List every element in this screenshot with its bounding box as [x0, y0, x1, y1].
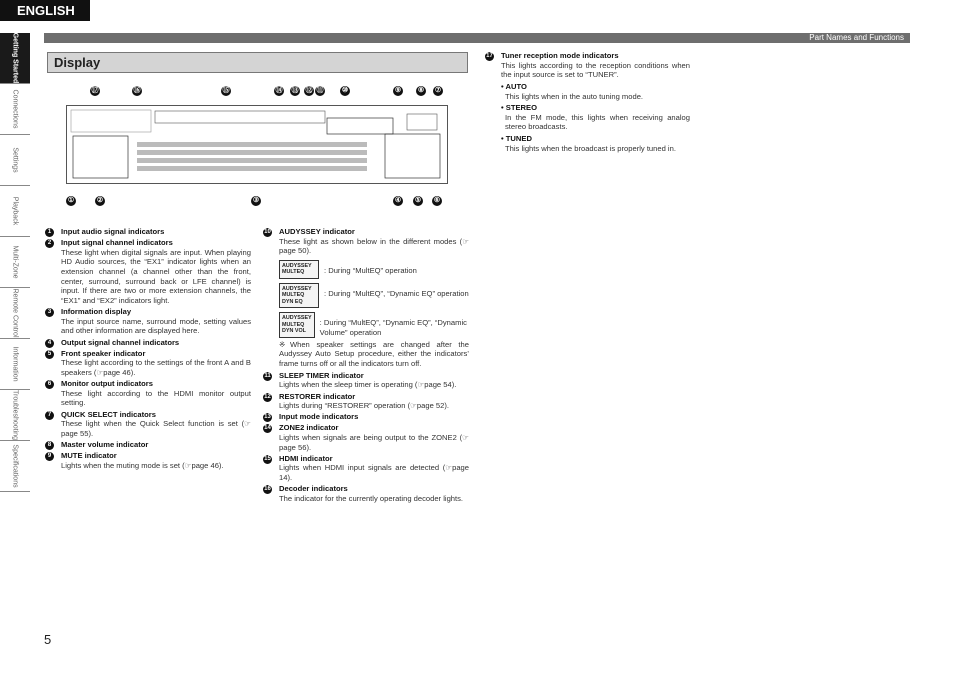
right-column: 17 Tuner reception mode indicators This lights according to the reception conditions when the input source is set to “TUNER”. • AUTO This lights when in the auto tuning mode. • STEREO In the FM mode, this lights when receiving analog stereo broadcasts. • TUNED This lights when the broadcast is properly tuned in.: [486, 51, 690, 153]
item-2: 2 Input signal channel indicators These light when digital signals are input. When playing HD Audio sources, the “EX1” indicator lights when an extension channel (a channel other than the front, center, surround, surround back or LFE channel) is input. If there are two or more extension channels, the “EX1” and “EX2” indicators light.: [45, 238, 251, 305]
item-16: 16 Decoder indicators The indicator for the currently operating decoder lights.: [264, 484, 464, 503]
tab-remote-control[interactable]: Remote Control: [0, 288, 30, 339]
callout-12: ⑫: [305, 87, 313, 94]
tab-connections[interactable]: Connections: [0, 84, 30, 135]
tab-multi-zone[interactable]: Multi-Zone: [0, 237, 30, 288]
page-number: 5: [44, 632, 52, 647]
item-11: 11 SLEEP TIMER indicator Lights when the sleep timer is operating (☞page 54).: [264, 370, 457, 390]
display-diagram: [44, 84, 446, 210]
audyssey-mode-2: AUDYSSEY MULTEQ DYN EQ : During “MultEQ”, “Dynamic EQ” operation: [279, 283, 469, 308]
callout-13: ⑬: [291, 87, 299, 94]
callout-14: ⑭: [275, 87, 283, 94]
callout-10: ⑩: [341, 87, 349, 94]
item-1: 1 Input audio signal indicators: [45, 227, 251, 237]
audyssey-mode-3: AUDYSSEY MULTEQ DYN VOL : During “MultEQ”, “Dynamic EQ”, “Dynamic Volume” operation: [279, 312, 469, 337]
callout-9: ⑨: [394, 87, 402, 94]
callout-17: ⑰: [91, 87, 99, 94]
page-title: Display: [47, 52, 468, 73]
lcd-panel: [66, 105, 448, 184]
section-header-bar: [44, 33, 910, 43]
tab-information[interactable]: Information: [0, 339, 30, 390]
item-13: 13 Input mode indicators: [264, 412, 359, 422]
audyssey-note: ※When speaker settings are changed after the Audyssey Auto Setup procedure, either the indicators’ frame turns off or all the indicators turn off.: [279, 339, 469, 369]
section-label: Part Names and Functions: [809, 33, 904, 42]
audyssey-indicator-image: AUDYSSEY MULTEQ: [279, 260, 319, 279]
callout-7: ⑦: [434, 87, 442, 94]
item-7: 7 QUICK SELECT indicators These light when the Quick Select function is set (☞page 55).: [45, 410, 251, 439]
audyssey-mode-1: AUDYSSEY MULTEQ : During “MultEQ” operation: [279, 260, 469, 279]
audyssey-indicator-image: AUDYSSEY MULTEQ DYN VOL: [279, 312, 315, 337]
lcd-segments: [67, 106, 447, 183]
callout-8: ⑧: [417, 87, 425, 94]
left-column: [45, 227, 251, 472]
side-tabs: [0, 33, 30, 492]
callout-5: ⑤: [414, 197, 422, 204]
item-6: 6 Monitor output indicators These light according to the HDMI monitor output setting.: [45, 379, 251, 408]
item-15: 15 HDMI indicator Lights when HDMI input signals are detected (☞page 14).: [264, 453, 469, 483]
tab-getting-started[interactable]: Getting Started: [0, 33, 30, 84]
audyssey-indicator-image: AUDYSSEY MULTEQ DYN EQ: [279, 283, 319, 308]
callout-1: ①: [67, 197, 75, 204]
tab-specifications[interactable]: Specifications: [0, 441, 30, 492]
callout-6: ⑥: [433, 197, 441, 204]
item-12: 12 RESTORER indicator Lights during “RESTORER” operation (☞page 52).: [264, 391, 450, 411]
item-8: 8 Master volume indicator: [45, 440, 251, 450]
callout-16: ⑯: [133, 87, 141, 94]
item-5: 5 Front speaker indicator These light according to the settings of the front A and B speakers (☞page 46).: [45, 349, 251, 378]
item-3: 3 Information display The input source name, surround mode, setting values and other information are displayed here.: [45, 307, 251, 336]
callout-3: ③: [252, 197, 260, 204]
tab-playback[interactable]: Playback: [0, 186, 30, 237]
item-14: 14 ZONE2 indicator Lights when signals are being output to the ZONE2 (☞page 56).: [264, 423, 469, 452]
item-9: 9 MUTE indicator Lights when the muting mode is set (☞page 46).: [45, 451, 251, 470]
item-17-title: 17 Tuner reception mode indicators: [486, 51, 619, 60]
tab-settings[interactable]: Settings: [0, 135, 30, 186]
callout-4: ④: [394, 197, 402, 204]
item-4: 4 Output signal channel indicators: [45, 338, 251, 348]
language-label: ENGLISH: [0, 0, 90, 21]
callout-15: ⑮: [222, 87, 230, 94]
tab-troubleshooting[interactable]: Troubleshooting: [0, 390, 30, 441]
callout-11: ⑪: [316, 87, 324, 94]
middle-column: [263, 227, 469, 505]
item-10: 10 AUDYSSEY indicator These light as shown below in the different modes (☞page 50).: [264, 227, 469, 256]
callout-2: ②: [96, 197, 104, 204]
